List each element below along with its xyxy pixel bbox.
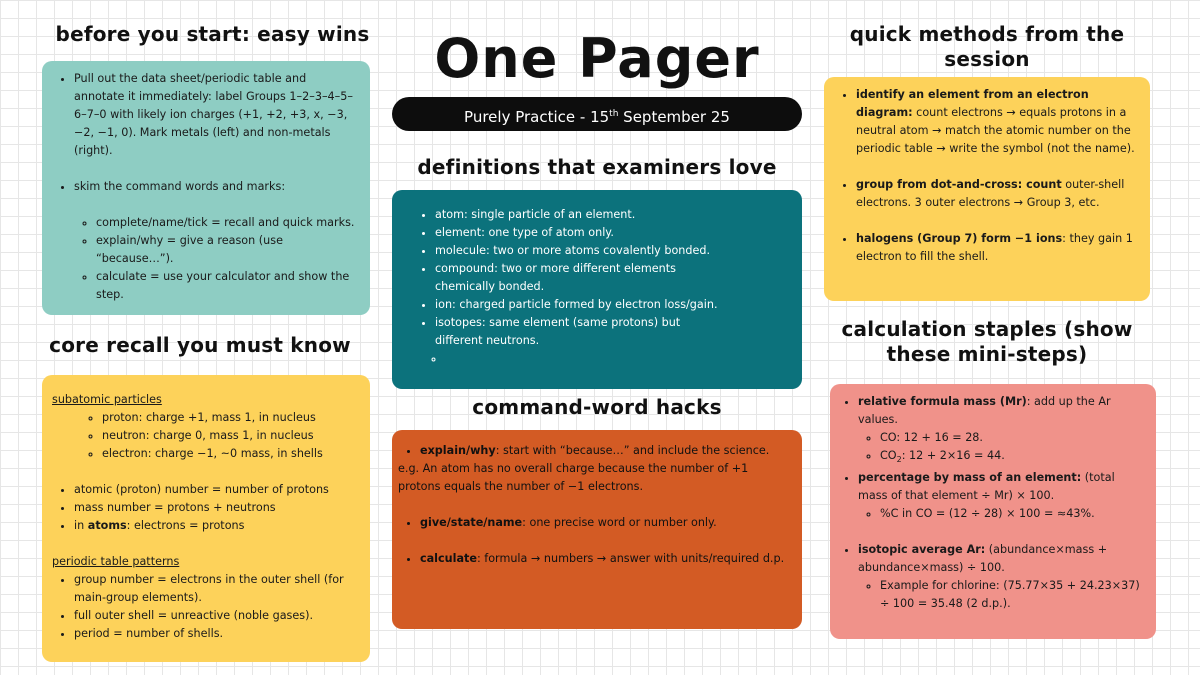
before-card: [42, 61, 370, 315]
before-list: [56, 70, 358, 304]
subatomic-label: subatomic particles: [52, 393, 162, 406]
before-item-annotate: • Pull out the data sheet/periodic table and annotate it immediately: label Groups 1–2–3–4–5–6–7–0 with likely ion charges (+1, +2, +3, x, −3, −2, −1, 0). Mark metals (left) and non-metals (right).: [74, 70, 358, 160]
staple-isotopic: [858, 541, 1146, 613]
core-card: [42, 375, 370, 662]
atoms-item-pre: in: [74, 519, 88, 532]
atoms-item-bold: atoms: [87, 519, 127, 532]
calc-card: [830, 384, 1156, 639]
method-group-bold: group from dot-and-cross: count: [856, 178, 1062, 191]
staple-isotopic-bold: isotopic average Ar:: [858, 543, 986, 557]
full-shell-item: • full outer shell = unreactive (noble gases).: [74, 607, 360, 625]
def-isotopes-text: isotopes: same element (same protons) but different neutrons.: [435, 316, 681, 347]
def-molecule: • molecule: two or more atoms covalently bonded.: [435, 242, 790, 260]
periodic-label: periodic table patterns: [52, 555, 180, 568]
method-halogens-rest: : they gain 1 electron to fill the shell.: [856, 232, 1133, 263]
subtitle-text: Purely Practice - 15: [464, 108, 610, 126]
staple-percentage-rest: (total mass of that element ÷ Mr) × 100.: [858, 471, 1115, 503]
example-percent-c: ◦ %C in CO = (12 ÷ 28) × 100 = ≈43%.: [880, 505, 1146, 523]
staple-mr: [858, 393, 1146, 469]
before-item-skim: [74, 178, 358, 304]
command-word-calculate: ◦ calculate = use your calculator and show the step.: [96, 268, 358, 304]
method-halogens: [856, 230, 1140, 266]
hack-calculate-rest: : formula → numbers → answer with units/required d.p.: [476, 552, 785, 565]
quick-list: [838, 86, 1140, 266]
command-word-explain: ◦ explain/why = give a reason (use “because…”).: [96, 232, 358, 268]
definitions-sublist: [435, 350, 690, 368]
staple-percentage-examples: [858, 505, 1146, 523]
hack-give-rest: : one precise word or number only.: [522, 516, 717, 529]
staple-mr-examples: [858, 429, 1146, 469]
proton-item: ◦ proton: charge +1, mass 1, in nucleus: [102, 409, 360, 427]
electron-item: ◦ electron: charge −1, ~0 mass, in shells: [102, 445, 360, 463]
staple-isotopic-rest: (abundance×mass + abundance×mass) ÷ 100.: [858, 543, 1108, 575]
method-group: [856, 176, 1140, 212]
calc-list: [840, 393, 1146, 613]
def-element: • element: one type of atom only.: [435, 224, 790, 242]
periodic-list: [52, 571, 360, 643]
mass-number-item: • mass number = protons + neutrons: [74, 499, 360, 517]
group-number-item: • group number = electrons in the outer shell (for main-group elements).: [74, 571, 360, 607]
definitions-list: [417, 206, 790, 368]
hack-calculate: [420, 550, 790, 568]
numbers-list: [52, 481, 360, 535]
staple-percentage: [858, 469, 1146, 523]
before-item-skim-text: skim the command words and marks:: [74, 180, 286, 193]
atoms-item: [74, 517, 360, 535]
example-chlorine: ◦ Example for chlorine: (75.77×35 + 24.23×37) ÷ 100 = 35.48 (2 d.p.).: [880, 577, 1146, 613]
hack-calculate-bold: calculate: [420, 552, 477, 565]
command-word-complete: ◦ complete/name/tick = recall and quick marks.: [96, 214, 358, 232]
atomic-number-item: • atomic (proton) number = number of protons: [74, 481, 360, 499]
example-co2-pre: CO: [880, 449, 897, 462]
definitions-card: [392, 190, 802, 389]
method-identify-rest: count electrons → equals protons in a neutral atom → match the atomic number on the periodic table → write the symbol (not the name).: [856, 106, 1135, 155]
def-ion: • ion: charged particle formed by electron loss/gain.: [435, 296, 790, 314]
page-title: One Pager: [434, 27, 760, 90]
command-list-2: [398, 514, 790, 568]
method-identify-bold: identify an element from an electron diagram:: [856, 88, 1089, 119]
subtitle-date: September 25: [618, 108, 730, 126]
hack-explain-rest: : start with “because…” and include the science.: [495, 444, 770, 457]
method-identify: [856, 86, 1140, 158]
staple-isotopic-examples: [858, 577, 1146, 613]
hack-explain: [420, 442, 790, 460]
def-isotopes: [435, 314, 790, 368]
command-card: [392, 430, 802, 629]
staple-percentage-bold: percentage by mass of an element:: [858, 471, 1082, 485]
hack-give: [420, 514, 790, 532]
definitions-heading: definitions that examiners love: [417, 155, 777, 179]
example-co2-sub: 2: [896, 455, 902, 465]
example-co2-post: : 12 + 2×16 = 44.: [901, 449, 1005, 462]
method-group-rest: outer-shell electrons. 3 outer electrons → Group 3, etc.: [856, 178, 1125, 209]
calc-heading: calculation staples (show these mini-steps): [841, 317, 1133, 366]
subtitle-superscript: th: [609, 109, 619, 119]
hack-explain-bold: explain/why: [420, 444, 496, 457]
command-words-list: [74, 214, 358, 304]
def-atom: • atom: single particle of an element.: [435, 206, 790, 224]
example-co: ◦ CO: 12 + 16 = 28.: [880, 429, 1146, 447]
staple-mr-rest: : add up the Ar values.: [858, 395, 1111, 426]
subtitle-banner: [392, 97, 802, 131]
command-list-1: [398, 442, 790, 460]
def-compound: • compound: two or more different elements chemically bonded.: [435, 260, 790, 296]
core-heading: core recall you must know: [49, 333, 351, 357]
neutron-item: ◦ neutron: charge 0, mass 1, in nucleus: [102, 427, 360, 445]
method-halogens-bold: halogens (Group 7) form −1 ions: [856, 232, 1063, 245]
hack-give-bold: give/state/name: [420, 516, 523, 529]
empty-subitem: [445, 350, 690, 368]
quick-card: [824, 77, 1150, 301]
quick-heading: quick methods from the session: [849, 22, 1125, 71]
command-heading: command-word hacks: [472, 395, 722, 419]
example-co2: [880, 447, 1146, 469]
before-heading: before you start: easy wins: [55, 22, 370, 46]
staple-mr-bold: relative formula mass (Mr): [858, 395, 1027, 408]
hack-explain-example: e.g. An atom has no overall charge because the number of +1 protons equals the number of −1 electrons.: [398, 462, 749, 493]
atoms-item-post: : electrons = protons: [126, 519, 245, 532]
subatomic-list: [52, 409, 360, 463]
period-item: • period = number of shells.: [74, 625, 360, 643]
